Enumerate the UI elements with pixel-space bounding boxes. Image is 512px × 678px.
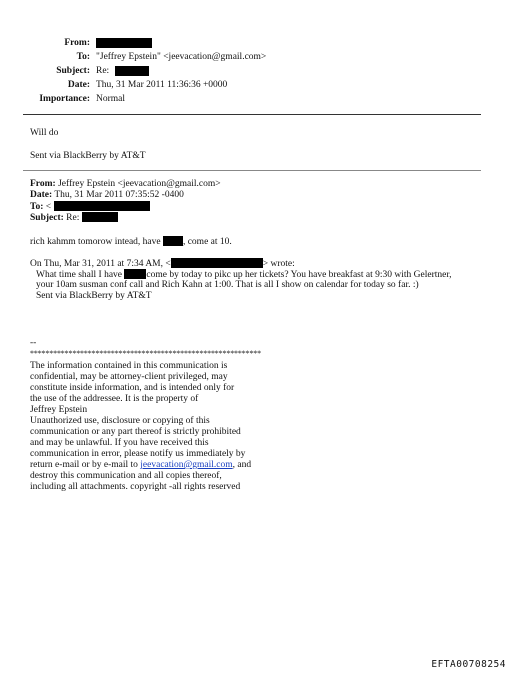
importance-value: Normal — [96, 94, 126, 104]
quoted-body-text: rich kahmm tomorow intead, have — [30, 237, 161, 247]
to-value: "Jeffrey Epstein" <jeevacation@gmail.com> — [96, 52, 267, 62]
disclaimer-line — [30, 460, 251, 471]
earlier-intro-text: On Thu, Mar 31, 2011 at 7:34 AM, < — [30, 259, 171, 269]
signature-stars: ************************************************************ — [30, 349, 262, 358]
quoted-from-label: From: — [30, 179, 56, 189]
disclaimer-text — [30, 361, 251, 493]
disclaimer-text-fragment: return e-mail or by e-mail to — [30, 460, 138, 470]
disclaimer-line: Jeffrey Epstein — [30, 405, 88, 415]
redaction-block — [82, 212, 118, 222]
disclaimer-line: communication or any part thereof is strictly prohibited — [30, 427, 241, 437]
from-label: From: — [64, 38, 90, 48]
redaction-block — [163, 236, 183, 246]
quoted-subject-value: Re: — [66, 213, 80, 223]
earlier-text: come by today to pikc up her tickets? You have breakfast at 9:30 with Gelertner, — [146, 270, 452, 280]
redaction-block — [54, 201, 150, 211]
to-label: To: — [76, 52, 90, 62]
earlier-text: What time shall I have — [36, 270, 122, 280]
disclaimer-line: The information contained in this communication is — [30, 361, 228, 371]
header-divider — [23, 114, 481, 115]
quoted-body-line — [30, 236, 232, 248]
quoted-to-value: < — [45, 202, 52, 212]
importance-label: Importance: — [39, 94, 90, 104]
reply-signature: Sent via BlackBerry by AT&T — [30, 151, 146, 161]
document-id: EFTA00708254 — [431, 659, 506, 670]
earlier-line: Sent via BlackBerry by AT&T — [36, 291, 152, 301]
disclaimer-line: the use of the addressee. It is the property of — [30, 394, 199, 404]
earlier-line: your 10am susman conf call and Rich Kahn at 1:00. That is all I show on calendar for today so far. :) — [36, 280, 419, 290]
disclaimer-line: destroy this communication and all copies thereof, — [30, 471, 222, 481]
subject-value: Re: — [96, 66, 110, 76]
reply-body: Will do — [30, 128, 59, 138]
disclaimer-line: constitute inside information, and is intended only for — [30, 383, 235, 393]
quoted-to-label: To: — [30, 202, 44, 212]
quoted-body-text: , come at 10. — [182, 237, 232, 247]
signature-dashes: -- — [30, 338, 37, 348]
date-label: Date: — [67, 80, 90, 90]
quoted-from-value: Jeffrey Epstein <jeevacation@gmail.com> — [58, 179, 221, 189]
subject-label: Subject: — [56, 66, 90, 76]
redaction-block — [124, 269, 146, 279]
disclaimer-text-fragment: , and — [232, 460, 252, 470]
disclaimer-line: confidential, may be attorney-client privileged, may — [30, 372, 228, 382]
redaction-block — [171, 258, 263, 268]
quoted-subject-label: Subject: — [30, 213, 64, 223]
earlier-intro-text: > wrote: — [262, 259, 295, 269]
quoted-date-value: Thu, 31 Mar 2011 07:35:52 -0400 — [54, 190, 184, 200]
disclaimer-line: Unauthorized use, disclosure or copying of this — [30, 416, 210, 426]
date-value: Thu, 31 Mar 2011 11:36:36 +0000 — [96, 80, 228, 90]
email-link[interactable]: jeevacation@gmail.com — [140, 460, 233, 470]
disclaimer-line: and may be unlawful. If you have received this — [30, 438, 209, 448]
redaction-block — [96, 38, 152, 48]
quoted-date-label: Date: — [30, 190, 53, 200]
disclaimer-line: communication in error, please notify us immediately by — [30, 449, 246, 459]
quote-divider — [23, 170, 481, 171]
disclaimer-line: including all attachments. copyright -all rights reserved — [30, 482, 241, 492]
redaction-block — [115, 66, 149, 76]
